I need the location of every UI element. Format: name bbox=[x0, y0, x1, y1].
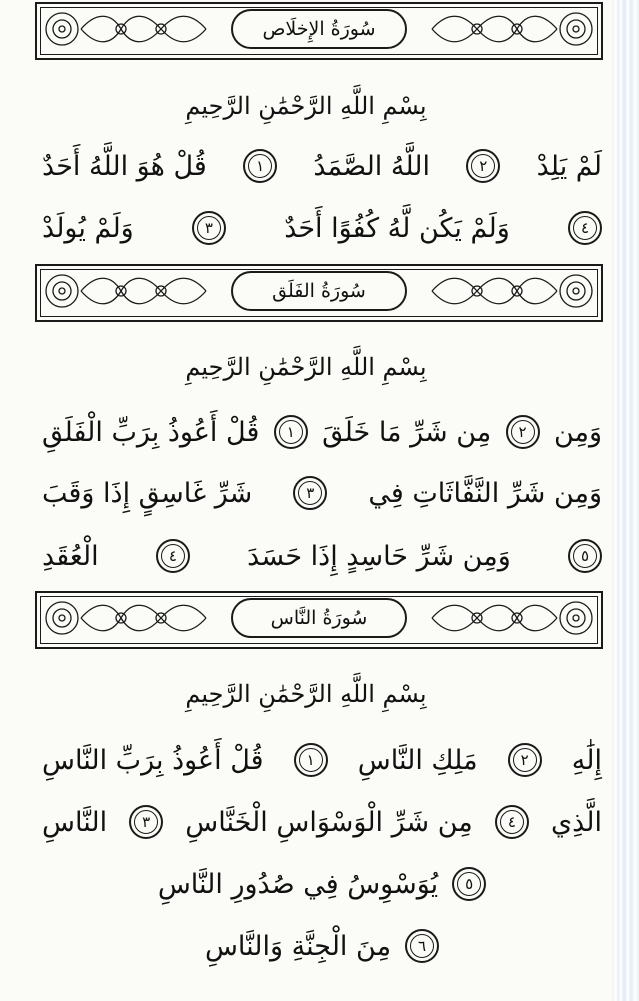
ayah-number-marker: ٢ bbox=[466, 149, 500, 183]
ornament-left-icon bbox=[41, 597, 217, 639]
ayah-number-marker: ٣ bbox=[192, 211, 226, 245]
ornament-right-icon bbox=[421, 597, 597, 639]
ayah-text: قُلْ أَعُوذُ بِرَبِّ النَّاسِ bbox=[42, 744, 264, 776]
surah-title-cartouche bbox=[231, 598, 407, 638]
ayah-line bbox=[42, 738, 602, 782]
ayah-line bbox=[42, 410, 602, 454]
ayah-text: النَّاسِ bbox=[42, 806, 108, 838]
ayah-line bbox=[42, 924, 602, 968]
ayah-line bbox=[42, 534, 602, 578]
ayah-text: وَمِن bbox=[553, 416, 602, 448]
ayah-text: مِنَ الْجِنَّةِ وَالنَّاسِ bbox=[204, 930, 392, 962]
ayah-text: مَلِكِ النَّاسِ bbox=[357, 744, 478, 776]
ayah-text: الَّذِي bbox=[550, 806, 602, 838]
ayah-line bbox=[42, 471, 602, 515]
surah-title: سُورَةُ الفَلَق bbox=[272, 280, 366, 302]
ornament-right-icon bbox=[421, 8, 597, 50]
ayah-number-marker: ٤ bbox=[495, 805, 529, 839]
ayah-text: قُلْ هُوَ اللَّهُ أَحَدٌ bbox=[42, 150, 207, 182]
ayah-line bbox=[42, 206, 602, 250]
basmala: بِسْمِ اللَّهِ الرَّحْمَٰنِ الرَّحِيمِ bbox=[185, 680, 427, 708]
ayah-number-marker: ٦ bbox=[405, 929, 439, 963]
ayah-number-marker: ١ bbox=[274, 415, 308, 449]
ayah-text: يُوَسْوِسُ فِي صُدُورِ النَّاسِ bbox=[157, 868, 439, 900]
ornament-left-icon bbox=[41, 8, 217, 50]
ayah-number-marker: ٢ bbox=[508, 743, 542, 777]
ayah-number-marker: ٢ bbox=[506, 415, 540, 449]
basmala: بِسْمِ اللَّهِ الرَّحْمَٰنِ الرَّحِيمِ bbox=[185, 92, 427, 120]
surah-header-ikhlas bbox=[35, 2, 603, 60]
surah-header-falaq bbox=[35, 264, 603, 322]
ornament-right-icon bbox=[421, 270, 597, 312]
ayah-number-marker: ٣ bbox=[293, 476, 327, 510]
ayah-number-marker: ٥ bbox=[568, 539, 602, 573]
surah-title-cartouche bbox=[231, 271, 407, 311]
ayah-number-marker: ٥ bbox=[452, 867, 486, 901]
ayah-text: وَلَمْ يَكُن لَّهُ كُفُوًا أَحَدٌ bbox=[284, 212, 510, 244]
ayah-text: إِلَٰهِ bbox=[571, 744, 602, 776]
ayah-text: لَمْ يَلِدْ bbox=[536, 150, 602, 182]
ayah-text: اللَّهُ الصَّمَدُ bbox=[313, 150, 431, 182]
ayah-number-marker: ١ bbox=[294, 743, 328, 777]
ayah-text: وَمِن شَرِّ النَّفَّاثَاتِ فِي bbox=[368, 477, 602, 509]
ayah-text: الْعُقَدِ bbox=[42, 540, 99, 572]
surah-header-nas bbox=[35, 591, 603, 649]
surah-title-cartouche bbox=[231, 9, 407, 49]
ayah-number-marker: ٤ bbox=[156, 539, 190, 573]
surah-title: سُورَةُ النَّاس bbox=[270, 607, 368, 629]
ayah-text: وَلَمْ يُولَدْ bbox=[42, 212, 134, 244]
surah-title: سُورَةُ الإِخلَاص bbox=[262, 18, 376, 40]
basmala: بِسْمِ اللَّهِ الرَّحْمَٰنِ الرَّحِيمِ bbox=[185, 353, 427, 381]
ayah-number-marker: ٤ bbox=[568, 211, 602, 245]
page-edge bbox=[612, 0, 639, 1001]
ayah-line bbox=[42, 144, 602, 188]
ayah-text: قُلْ أَعُوذُ بِرَبِّ الْفَلَقِ bbox=[42, 416, 260, 448]
ayah-line bbox=[42, 800, 602, 844]
ayah-line bbox=[42, 862, 602, 906]
ornament-left-icon bbox=[41, 270, 217, 312]
ayah-text: مِن شَرِّ الْوَسْوَاسِ الْخَنَّاسِ bbox=[185, 806, 473, 838]
ayah-text: وَمِن شَرِّ حَاسِدٍ إِذَا حَسَدَ bbox=[247, 540, 511, 572]
ayah-number-marker: ٣ bbox=[129, 805, 163, 839]
ayah-number-marker: ١ bbox=[243, 149, 277, 183]
ayah-text: شَرِّ غَاسِقٍ إِذَا وَقَبَ bbox=[42, 477, 253, 509]
ayah-text: مِن شَرِّ مَا خَلَقَ bbox=[322, 416, 492, 448]
